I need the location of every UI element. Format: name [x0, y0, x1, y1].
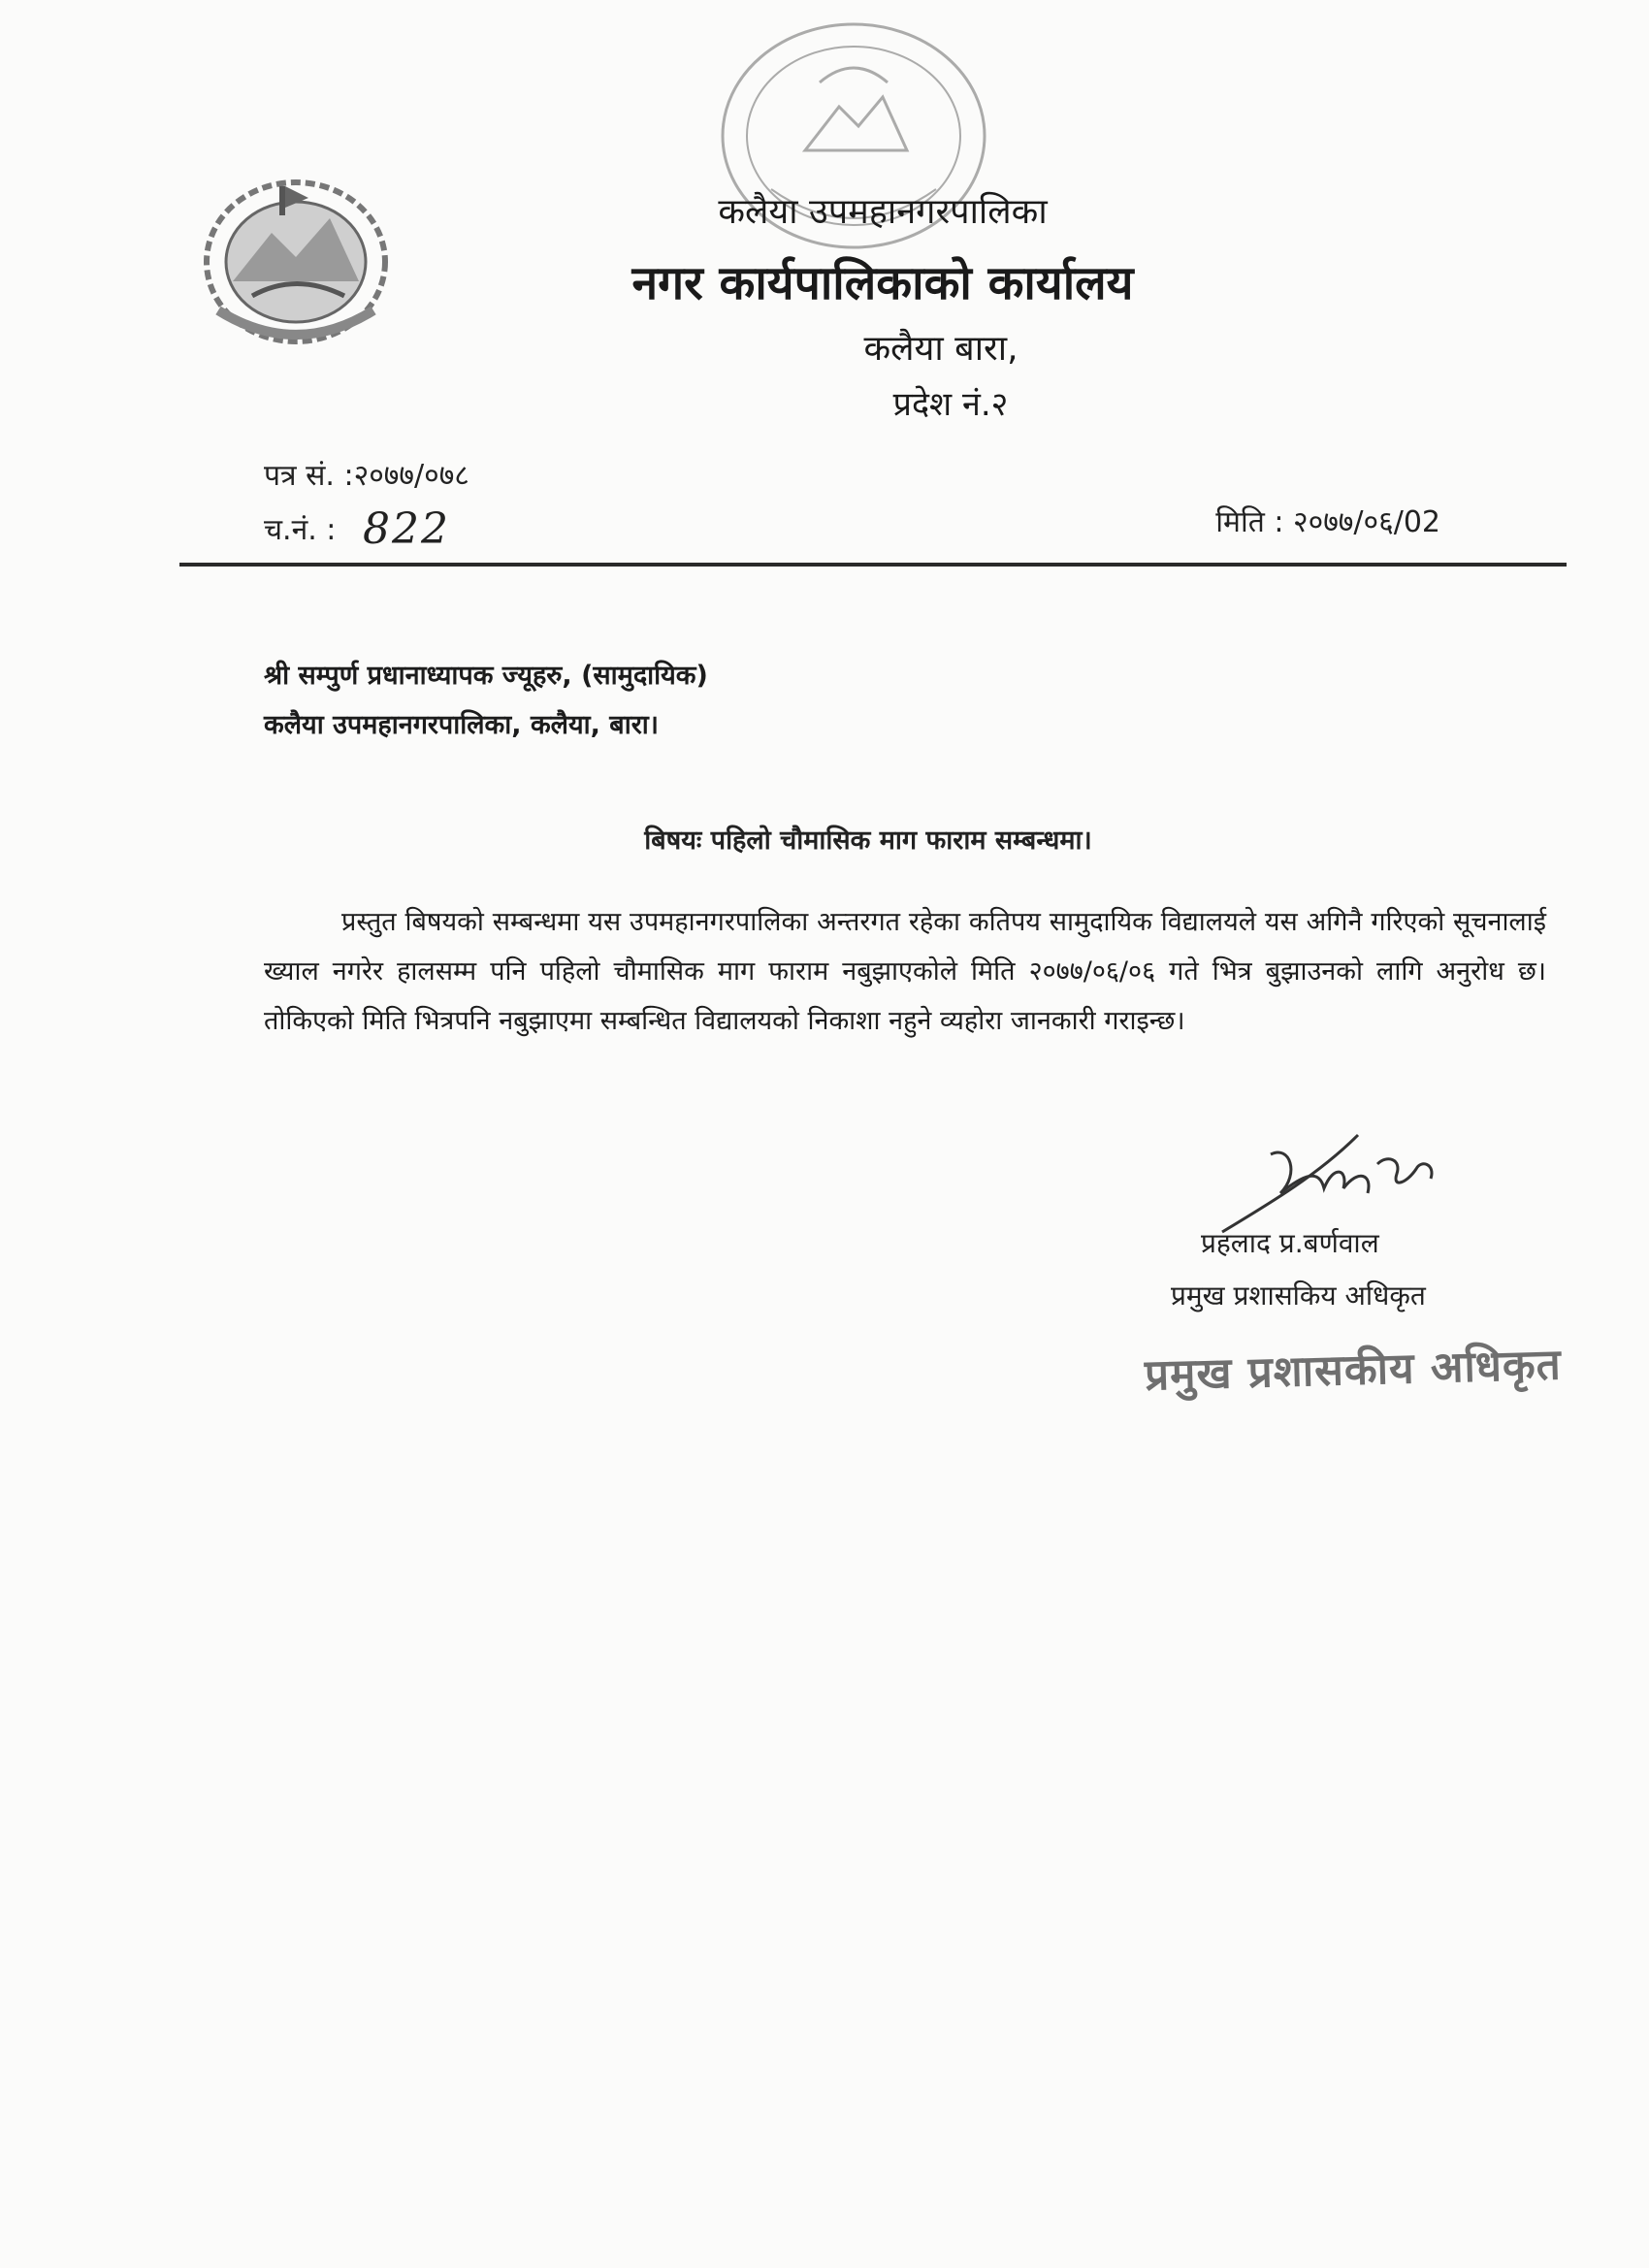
dispatch-row [264, 501, 450, 554]
municipality-name: कलैया उपमहानगरपालिका [718, 192, 1048, 232]
signatory-name: प्रहलाद प्र.बर्णवाल [1201, 1227, 1379, 1259]
header-divider [179, 563, 1567, 567]
letter-date: मिति : २०७७/०६/02 [1215, 505, 1440, 539]
addressee-line-2: कलैया उपमहानगरपालिका, कलैया, बारा। [264, 710, 659, 740]
letter-number: पत्र सं. :२०७७/०७८ [264, 459, 469, 493]
subject-line: बिषयः पहिलो चौमासिक माग फाराम सम्बन्धमा। [644, 826, 1092, 856]
dispatch-number: 822 [362, 504, 450, 554]
letter-body: प्रस्तुत बिषयको सम्बन्धमा यस उपमहानगरपालिका अन्तरगत रहेका कतिपय सामुदायिक विद्यालयले यस अगिनै गरिएको सूचनालाई ख्याल नगरेर हालसम्म पनि पहिलो चौमासिक माग फाराम नबुझाएकोले मिति २०७७/०६/०६ गते भित्र बुझाउनको लागि अनुरोध छ। तोकिएको मिति भित्रपनि नबुझाएमा सम्बन्धित विद्यालयको निकाशा नहुने व्यहोरा जानकारी गराइन्छ। [264, 907, 1546, 1036]
addressee-line-1: श्री सम्पुर्ण प्रधानाध्यापक ज्यूहरु, (सामुदायिक) [264, 661, 708, 691]
office-name: नगर कार्यपालिकाको कार्यालय [631, 256, 1134, 310]
handwritten-signature [1212, 1116, 1465, 1242]
signatory-title: प्रमुख प्रशासकिय अधिकृत [1171, 1280, 1426, 1312]
designation-stamp: प्रमुख प्रशासकीय अधिकृत [1144, 1340, 1563, 1401]
office-address: कलैया बारा, [863, 329, 1018, 369]
province-number: प्रदेश नं.२ [892, 385, 1009, 424]
dispatch-label: च.नं. : [264, 513, 337, 547]
